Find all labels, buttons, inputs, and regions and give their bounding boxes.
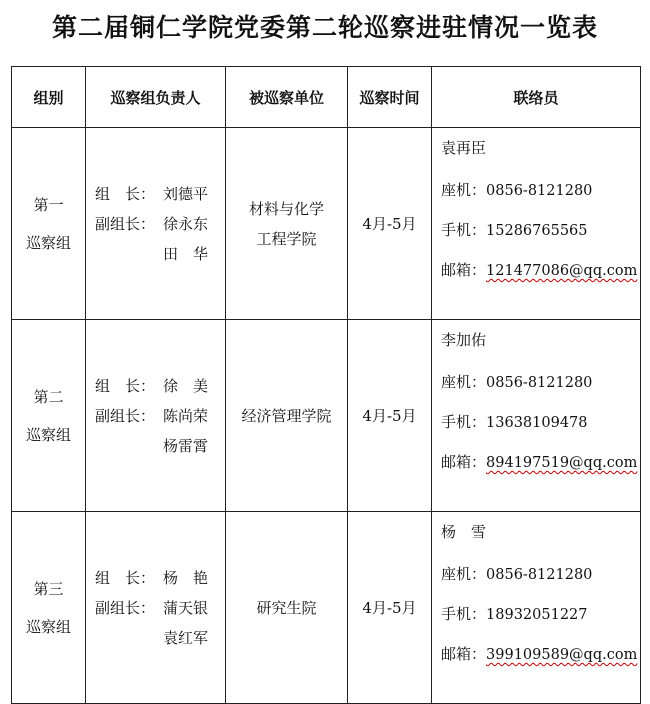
leader-name: 杨 艳 [163,568,209,587]
unit-cell [226,320,348,512]
mobile-label: 手机： [441,221,487,239]
group-name-line2: 巡察组 [25,233,71,252]
group-name-line1: 第三 [33,579,64,598]
deputy-line-2 [95,623,225,653]
leader-label: 组 长： [95,568,156,587]
unit-line1: 经济管理学院 [241,406,332,425]
email-line[interactable] [441,258,640,298]
deputy-label: 副组长： [95,406,156,425]
unit-line2: 工程学院 [256,229,317,248]
group-name-line1: 第一 [33,195,64,214]
landline-line [441,562,640,602]
group-cell [12,128,86,320]
header-unit: 被巡察单位 [226,67,348,128]
deputy-label: 副组长： [95,598,156,617]
landline-value: 0856-8121280 [486,375,593,391]
leader-label: 组 长： [95,376,156,395]
contact-name: 杨 雪 [441,523,487,541]
email-value[interactable]: 894197519@qq.com [486,455,638,471]
group-cell [12,320,86,512]
header-leaders: 巡察组负责人 [86,67,226,128]
contact-name: 袁再臣 [441,139,487,157]
email-line[interactable] [441,642,640,682]
mobile-value: 13638109478 [486,415,588,431]
landline-value: 0856-8121280 [486,183,593,199]
contact-name: 李加佑 [441,331,487,349]
unit-line1: 研究生院 [256,598,317,617]
group-name-line1: 第二 [33,387,64,406]
time-cell: 4月-5月 [348,512,432,704]
table-header-row [12,67,641,128]
deputy-name-2: 杨雷霄 [163,436,209,455]
deputy-line [95,593,225,623]
mobile-line [441,602,640,642]
unit-cell [226,128,348,320]
deputy-name-1: 陈尚荣 [163,406,209,425]
deputy-line-2 [95,239,225,269]
time-cell: 4月-5月 [348,128,432,320]
table-row [12,320,641,512]
landline-label: 座机： [441,565,487,583]
leader-name: 刘德平 [163,184,209,203]
leader-name: 徐 美 [163,376,209,395]
leaders-cell [86,512,226,704]
table-row [12,128,641,320]
email-value[interactable]: 121477086@qq.com [486,263,638,279]
contact-cell [432,320,641,512]
leaders-cell [86,320,226,512]
deputy-line [95,209,225,239]
deputy-line [95,401,225,431]
email-line[interactable] [441,450,640,490]
landline-label: 座机： [441,181,487,199]
mobile-line [441,410,640,450]
mobile-line [441,218,640,258]
contact-cell [432,512,641,704]
deputy-name-2: 袁红军 [163,628,209,647]
header-group: 组别 [12,67,86,128]
leaders-cell [86,128,226,320]
landline-label: 座机： [441,373,487,391]
contact-cell [432,128,641,320]
deputy-line-2 [95,431,225,461]
landline-line [441,178,640,218]
mobile-value: 18932051227 [486,607,588,623]
inspection-table [11,66,641,704]
group-name-line2: 巡察组 [25,617,71,636]
header-time: 巡察时间 [348,67,432,128]
deputy-name-1: 蒲天银 [163,598,209,617]
deputy-name-1: 徐永东 [163,214,209,233]
mobile-value: 15286765565 [486,223,588,239]
deputy-label: 副组长： [95,214,156,233]
deputy-name-2: 田 华 [163,244,209,263]
email-label: 邮箱： [441,261,487,279]
email-label: 邮箱： [441,453,487,471]
email-value[interactable]: 399109589@qq.com [486,647,638,663]
table-row [12,512,641,704]
leader-line [95,179,225,209]
group-cell [12,512,86,704]
mobile-label: 手机： [441,413,487,431]
leader-line [95,563,225,593]
leader-line [95,371,225,401]
header-contact: 联络员 [432,67,641,128]
group-name-line2: 巡察组 [25,425,71,444]
leader-label: 组 长： [95,184,156,203]
page-title: 第二届铜仁学院党委第二轮巡察进驻情况一览表 [51,13,598,42]
mobile-label: 手机： [441,605,487,623]
email-label: 邮箱： [441,645,487,663]
unit-cell [226,512,348,704]
unit-line1: 材料与化学 [248,199,324,218]
time-cell: 4月-5月 [348,320,432,512]
landline-line [441,370,640,410]
landline-value: 0856-8121280 [486,567,593,583]
